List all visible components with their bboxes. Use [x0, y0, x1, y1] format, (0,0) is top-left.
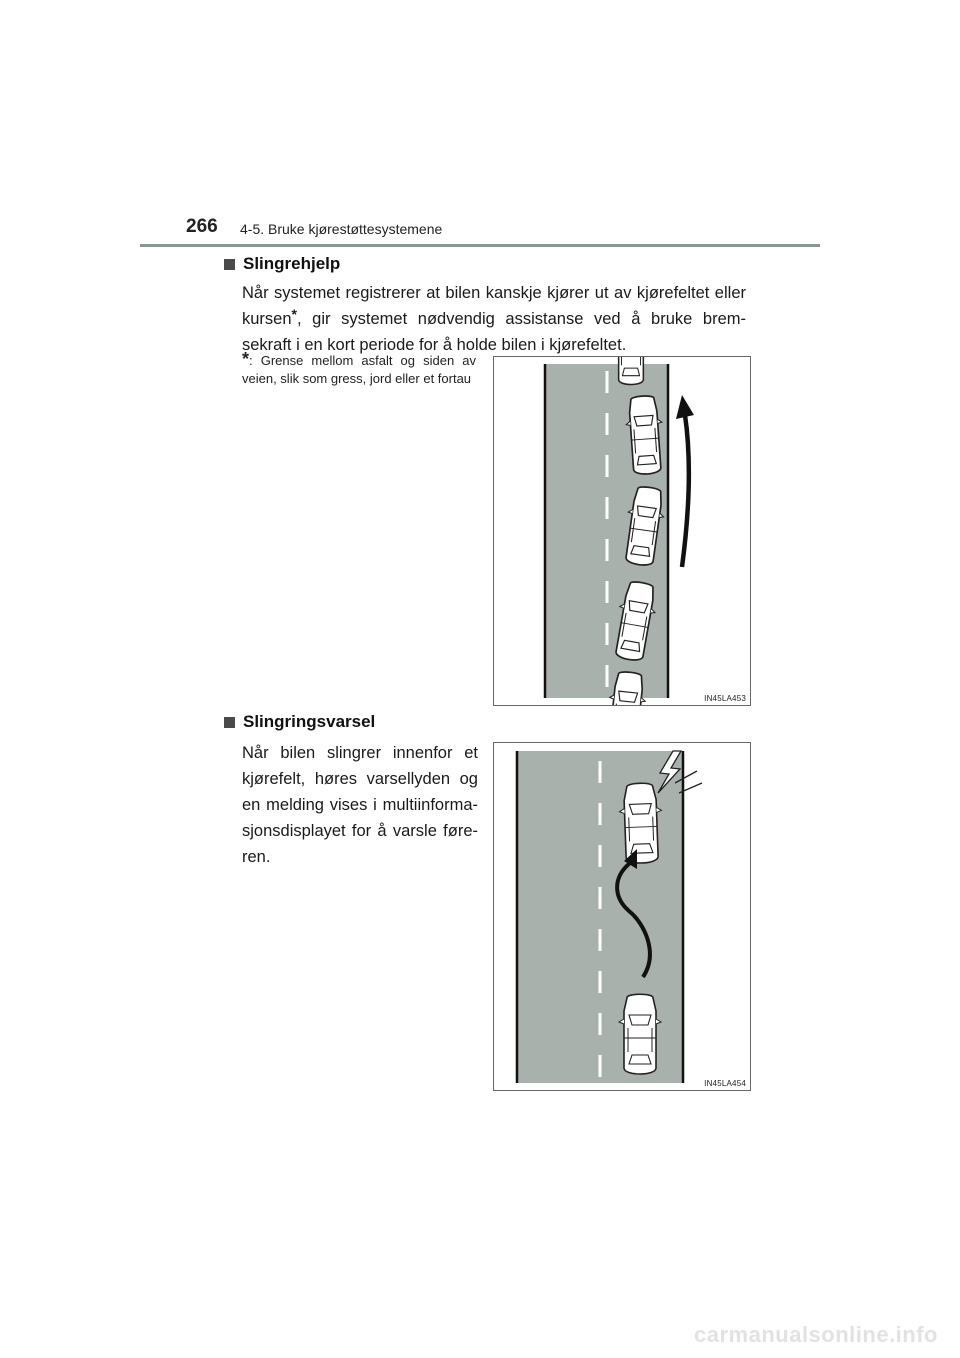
- figure-code: IN45LA453: [704, 694, 746, 703]
- section-title-text: Slingrehjelp: [243, 254, 341, 273]
- footnote-marker: *: [291, 306, 297, 322]
- figure-lane-assist-illustration: [494, 357, 750, 705]
- section-title-slingringsvarsel: [224, 712, 375, 732]
- watermark: carmanualsonline.info: [694, 1322, 938, 1347]
- footnote-text: : Grense mellom asfalt og siden av veien, slik som gress, jord eller et fortau: [242, 353, 476, 386]
- section1-paragraph-part1: Når systemet registrerer at bilen kanskje kjører ut av kjørefeltet eller kursen: [242, 284, 746, 328]
- footnote-star: *: [242, 349, 250, 369]
- footnote: [242, 350, 476, 388]
- car-icon: [615, 357, 647, 384]
- section-title-slingrehjelp: [224, 254, 340, 274]
- section2-paragraph: Når bilen slingrer innenfor et kjørefelt, høres varsellyden og en melding vises i multiinforma-sjonsdisplayet for å varsle føre-ren.: [242, 744, 478, 866]
- section1-paragraph-part2: , gir systemet nødvendig assistanse ved å bruke brem-sekraft i en kort periode for å holde bilen i kjørefeltet.: [242, 310, 746, 354]
- return-arrow: [682, 415, 689, 567]
- figure-sway-warning-illustration: [494, 743, 750, 1090]
- arrow-head-icon: [676, 395, 694, 419]
- bullet-square-icon: [224, 717, 235, 728]
- header-divider: [140, 244, 820, 247]
- car-icon: [619, 994, 661, 1074]
- section1-paragraph: [242, 280, 746, 358]
- figure-code: IN45LA454: [704, 1079, 746, 1088]
- bullet-square-icon: [224, 259, 235, 270]
- section-title-text: Slingringsvarsel: [243, 712, 376, 731]
- chapter-title: 4-5. Bruke kjørestøttesystemene: [240, 221, 443, 237]
- figure-sway-warning: [493, 742, 751, 1091]
- figure-lane-assist: [493, 356, 751, 706]
- page-number: 266: [186, 216, 218, 237]
